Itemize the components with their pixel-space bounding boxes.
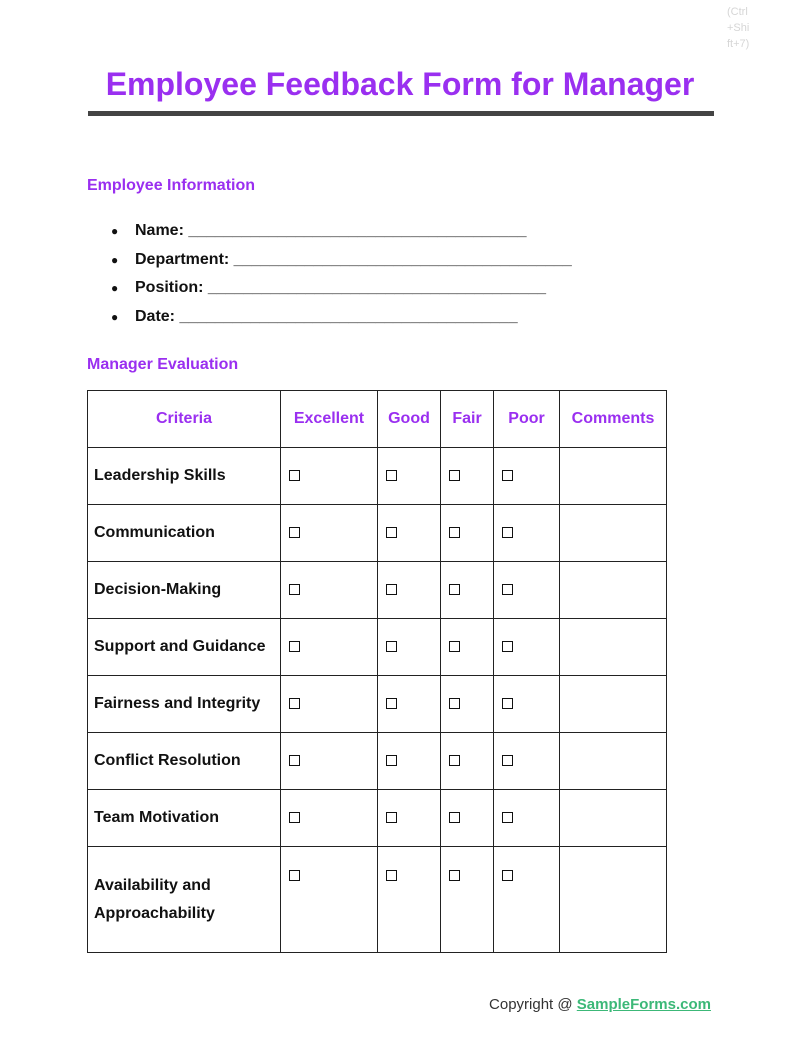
excellent-rating-cell — [281, 448, 378, 505]
excellent-rating-cell — [281, 505, 378, 562]
excellent-checkbox[interactable] — [289, 812, 300, 823]
fair-checkbox[interactable] — [449, 870, 460, 881]
comments-cell[interactable] — [560, 505, 667, 562]
fair-rating-cell — [441, 448, 494, 505]
good-checkbox[interactable] — [386, 755, 397, 766]
fair-checkbox[interactable] — [449, 755, 460, 766]
column-header-poor: Poor — [494, 391, 560, 448]
fair-checkbox[interactable] — [449, 584, 460, 595]
department-field[interactable] — [0, 246, 572, 275]
criterion-label: Fairness and Integrity — [88, 676, 281, 733]
criterion-label: Conflict Resolution — [88, 733, 281, 790]
excellent-rating-cell — [281, 847, 378, 953]
good-rating-cell — [378, 619, 441, 676]
poor-rating-cell — [494, 733, 560, 790]
excellent-checkbox[interactable] — [289, 584, 300, 595]
fair-rating-cell — [441, 733, 494, 790]
excellent-rating-cell — [281, 790, 378, 847]
good-rating-cell — [378, 448, 441, 505]
comments-cell[interactable] — [560, 448, 667, 505]
fair-checkbox[interactable] — [449, 812, 460, 823]
table-row — [88, 562, 667, 619]
evaluation-table — [87, 390, 667, 953]
column-header-good: Good — [378, 391, 441, 448]
criterion-label: Decision-Making — [88, 562, 281, 619]
title-divider — [88, 111, 714, 116]
field-label: Date: ______________________________________ — [135, 308, 518, 326]
criterion-label: Communication — [88, 505, 281, 562]
excellent-rating-cell — [281, 562, 378, 619]
good-checkbox[interactable] — [386, 812, 397, 823]
field-label: Department: ______________________________________ — [135, 250, 572, 268]
poor-rating-cell — [494, 448, 560, 505]
comments-cell[interactable] — [560, 847, 667, 953]
fair-rating-cell — [441, 619, 494, 676]
excellent-rating-cell — [281, 733, 378, 790]
poor-rating-cell — [494, 847, 560, 953]
table-row — [88, 733, 667, 790]
keyboard-shortcut-hint — [727, 4, 767, 52]
poor-checkbox[interactable] — [502, 470, 513, 481]
table-header-row — [88, 391, 667, 448]
criterion-label: Leadership Skills — [88, 448, 281, 505]
date-field[interactable] — [0, 303, 572, 332]
name-field[interactable] — [0, 217, 572, 246]
fair-checkbox[interactable] — [449, 698, 460, 709]
fair-checkbox[interactable] — [449, 470, 460, 481]
excellent-checkbox[interactable] — [289, 641, 300, 652]
fair-checkbox[interactable] — [449, 641, 460, 652]
table-row — [88, 448, 667, 505]
bullet-icon: ● — [111, 252, 119, 267]
excellent-checkbox[interactable] — [289, 470, 300, 481]
good-rating-cell — [378, 790, 441, 847]
poor-rating-cell — [494, 676, 560, 733]
poor-checkbox[interactable] — [502, 641, 513, 652]
good-checkbox[interactable] — [386, 870, 397, 881]
employee-info-list — [0, 217, 572, 332]
poor-checkbox[interactable] — [502, 698, 513, 709]
fair-rating-cell — [441, 562, 494, 619]
comments-cell[interactable] — [560, 562, 667, 619]
position-field[interactable] — [0, 274, 572, 303]
criterion-label: Availability and Approachability — [88, 847, 281, 953]
poor-checkbox[interactable] — [502, 870, 513, 881]
excellent-checkbox[interactable] — [289, 698, 300, 709]
table-row — [88, 619, 667, 676]
table-row — [88, 676, 667, 733]
column-header-criteria: Criteria — [88, 391, 281, 448]
good-checkbox[interactable] — [386, 584, 397, 595]
excellent-rating-cell — [281, 619, 378, 676]
copyright-footer — [489, 996, 711, 1013]
table-body — [88, 448, 667, 953]
comments-cell[interactable] — [560, 733, 667, 790]
column-header-excellent: Excellent — [281, 391, 378, 448]
excellent-checkbox[interactable] — [289, 870, 300, 881]
poor-checkbox[interactable] — [502, 527, 513, 538]
shortcut-hint-line: (Ctrl — [727, 6, 748, 18]
bullet-icon: ● — [111, 224, 119, 238]
good-rating-cell — [378, 676, 441, 733]
comments-cell[interactable] — [560, 790, 667, 847]
good-checkbox[interactable] — [386, 470, 397, 481]
excellent-rating-cell — [281, 676, 378, 733]
poor-rating-cell — [494, 619, 560, 676]
table-row — [88, 847, 667, 953]
poor-checkbox[interactable] — [502, 812, 513, 823]
poor-checkbox[interactable] — [502, 755, 513, 766]
poor-rating-cell — [494, 790, 560, 847]
good-rating-cell — [378, 847, 441, 953]
fair-rating-cell — [441, 790, 494, 847]
good-checkbox[interactable] — [386, 641, 397, 652]
poor-rating-cell — [494, 562, 560, 619]
bullet-icon: ● — [111, 281, 119, 296]
criterion-label: Team Motivation — [88, 790, 281, 847]
table-row — [88, 505, 667, 562]
poor-rating-cell — [494, 505, 560, 562]
fair-rating-cell — [441, 505, 494, 562]
criterion-label: Support and Guidance — [88, 619, 281, 676]
field-label: Position: ______________________________________ — [135, 279, 547, 297]
comments-cell[interactable] — [560, 619, 667, 676]
fair-rating-cell — [441, 676, 494, 733]
shortcut-hint-line: +Shi — [727, 22, 750, 34]
column-header-comments: Comments — [560, 391, 667, 448]
good-checkbox[interactable] — [386, 698, 397, 709]
brand-link[interactable]: SampleForms.com — [576, 996, 711, 1013]
employee-info-heading: Employee Information — [87, 177, 256, 194]
excellent-checkbox[interactable] — [289, 527, 300, 538]
excellent-checkbox[interactable] — [289, 755, 300, 766]
column-header-fair: Fair — [441, 391, 494, 448]
page-title: Employee Feedback Form for Manager — [105, 66, 695, 102]
table-row — [88, 790, 667, 847]
bullet-icon: ● — [111, 310, 119, 325]
poor-checkbox[interactable] — [502, 584, 513, 595]
manager-evaluation-heading: Manager Evaluation — [87, 356, 239, 373]
shortcut-hint-line: ft+7) — [727, 38, 750, 50]
good-rating-cell — [378, 505, 441, 562]
good-rating-cell — [378, 562, 441, 619]
copyright-prefix: Copyright @ — [489, 996, 577, 1013]
fair-rating-cell — [441, 847, 494, 953]
field-label: Name: ______________________________________ — [135, 222, 527, 239]
good-rating-cell — [378, 733, 441, 790]
good-checkbox[interactable] — [386, 527, 397, 538]
comments-cell[interactable] — [560, 676, 667, 733]
fair-checkbox[interactable] — [449, 527, 460, 538]
